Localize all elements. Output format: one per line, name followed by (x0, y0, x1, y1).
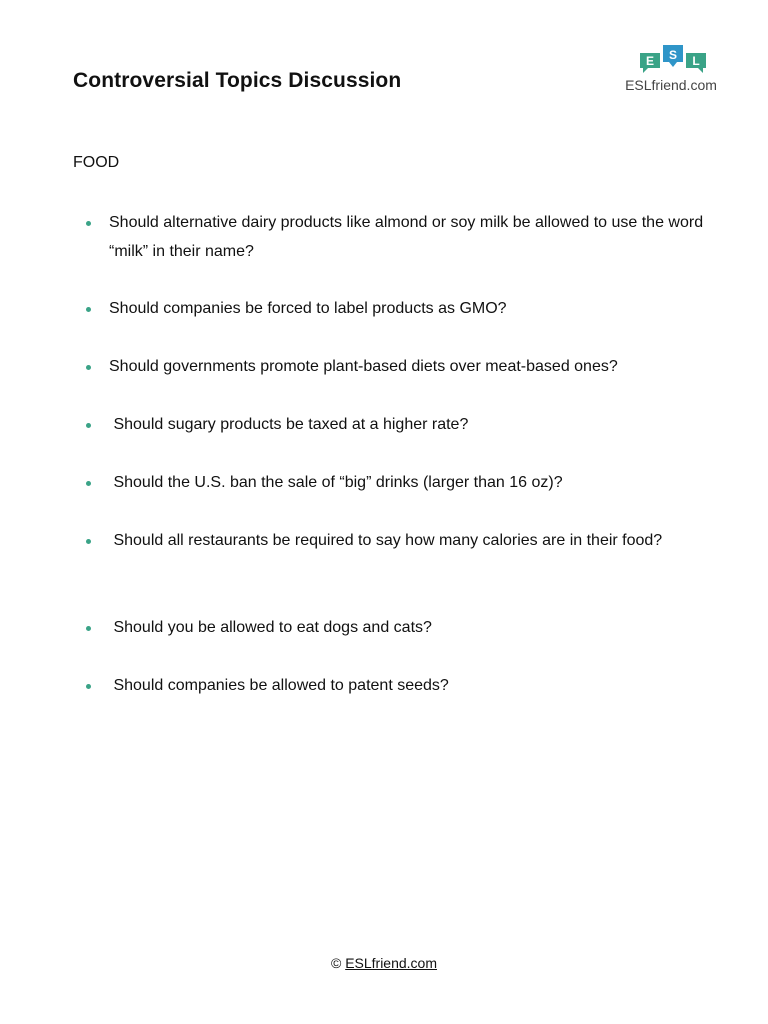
logo-letter-l: L (692, 54, 700, 68)
bullet-icon (86, 481, 91, 486)
bullet-icon (86, 539, 91, 544)
question-item (86, 294, 706, 323)
esl-logo[interactable] (616, 44, 726, 100)
question-item (86, 208, 706, 266)
bullet-icon (86, 684, 91, 689)
footer (0, 955, 768, 971)
copyright-symbol: © (330, 955, 342, 971)
bullet-icon (86, 221, 91, 226)
section-label-food: FOOD (73, 154, 120, 171)
page-title: Controversial Topics Discussion (73, 69, 402, 92)
question-item (86, 352, 706, 381)
question-text: Should governments promote plant-based diets over meat-based ones? (109, 358, 618, 375)
logo-letter-e: E (645, 54, 655, 68)
question-text: Should sugary products be taxed at a higher rate? (109, 416, 469, 433)
logo-badge-s (663, 45, 683, 67)
logo-site-name: ESLfriend.com (625, 77, 717, 93)
question-item (86, 671, 706, 700)
question-item (86, 526, 706, 555)
logo-badge-l (686, 53, 706, 73)
question-text: Should companies be allowed to patent seeds? (109, 677, 449, 694)
question-text: Should the U.S. ban the sale of “big” drinks (larger than 16 oz)? (109, 474, 563, 491)
bullet-icon (86, 423, 91, 428)
bullet-icon (86, 626, 91, 631)
question-item (86, 410, 706, 439)
question-item (86, 468, 706, 497)
logo-letter-s: S (668, 48, 678, 62)
question-text: Should alternative dairy products like almond or soy milk be allowed to use the word “milk” in their name? (109, 214, 704, 260)
question-item (86, 613, 706, 642)
question-text: Should companies be forced to label products as GMO? (109, 300, 507, 317)
esl-logo-badges (638, 44, 708, 78)
question-text: Should you be allowed to eat dogs and cats? (109, 619, 432, 636)
footer-site-link[interactable]: ESLfriend.com (345, 955, 438, 971)
question-text: Should all restaurants be required to say how many calories are in their food? (109, 532, 663, 549)
bullet-icon (86, 365, 91, 370)
bullet-icon (86, 307, 91, 312)
logo-badge-e (640, 53, 660, 73)
